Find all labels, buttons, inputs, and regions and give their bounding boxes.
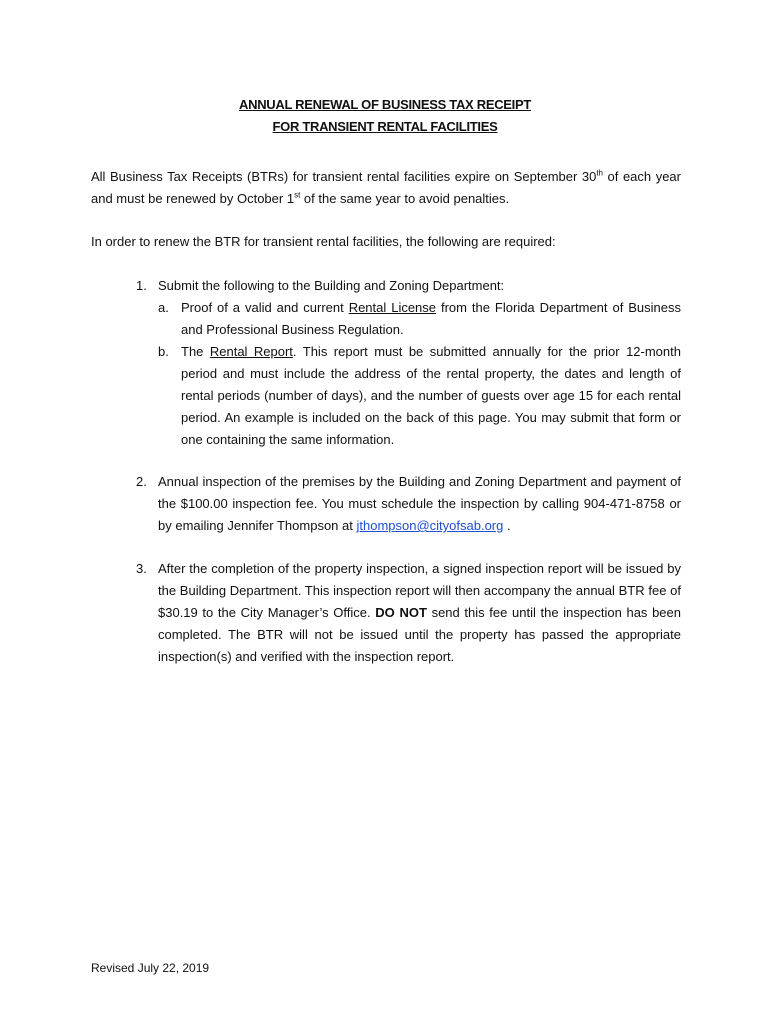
sub-item-text-pre: The (181, 344, 210, 359)
requirements-intro: In order to renew the BTR for transient rental facilities, the following are required: (91, 234, 556, 249)
sub-item-text-pre: Proof of a valid and current (181, 300, 349, 315)
intro-text-3: of the same year to avoid penalties. (300, 191, 510, 206)
list-item-text-post: send this fee until the inspection has been completed. The BTR will not be issued until the property has passed the appropriate inspection(s) and verified with the inspection report. (158, 605, 681, 664)
intro-text-1: All Business Tax Receipts (BTRs) for transient rental facilities expire on September 30 (91, 169, 597, 184)
list-item-text-post: . (503, 518, 511, 533)
list-item (91, 558, 681, 668)
sub-item-letter: b. (158, 344, 169, 359)
list-item-number: 1. (136, 278, 147, 293)
title-line-2: FOR TRANSIENT RENTAL FACILITIES (272, 119, 498, 134)
rental-license-term: Rental License (348, 300, 437, 315)
sub-item-text-post: . This report must be submitted annually for the prior 12-month period and must include the address of the rental property, the dates and length of rental periods (number of days), and the number of guests over age 15 for each rental period. An example is included on the back of this page. You may submit that form or one containing the same information. (181, 344, 681, 447)
list-item-text-pre: Annual inspection of the premises by the Building and Zoning Department and payment of the $100.00 inspection fee. You must schedule the inspection by calling 904-471-8758 or by emailing Jennifer Thompson at (158, 474, 681, 533)
intro-sup-1: th (596, 168, 603, 178)
list-item-text: Submit the following to the Building and Zoning Department: (158, 278, 505, 293)
document-title (0, 94, 770, 138)
list-item-number: 3. (136, 561, 147, 576)
title-line-1: ANNUAL RENEWAL OF BUSINESS TAX RECEIPT (239, 97, 531, 112)
sub-item-letter: a. (158, 300, 169, 315)
list-item-text (158, 558, 681, 668)
intro-paragraph (91, 166, 681, 210)
intro-sup-2: st (294, 190, 301, 200)
list-item (91, 471, 681, 537)
list-item (91, 275, 681, 451)
sub-item-text-post: from the Florida Department of Business and Professional Business Regulation. (181, 300, 682, 337)
list-item-text-pre: After the completion of the property inspection, a signed inspection report will be issued by the Building Department. This inspection report will then accompany the annual BTR fee of $30.19 to the City Manager’s Office. (158, 561, 681, 620)
sub-item-text (181, 341, 681, 451)
do-not-emphasis: DO NOT (375, 605, 427, 620)
list-item-number: 2. (136, 474, 147, 489)
sub-item (158, 297, 681, 341)
revision-date: Revised July 22, 2019 (91, 961, 210, 975)
sub-item (158, 341, 681, 451)
intro-text-2: of each year and must be renewed by October 1 (91, 169, 681, 206)
email-link[interactable]: jthompson@cityofsab.org (356, 518, 504, 533)
list-item-text (158, 471, 681, 537)
sub-item-text (181, 297, 681, 341)
rental-report-term: Rental Report (209, 344, 293, 359)
